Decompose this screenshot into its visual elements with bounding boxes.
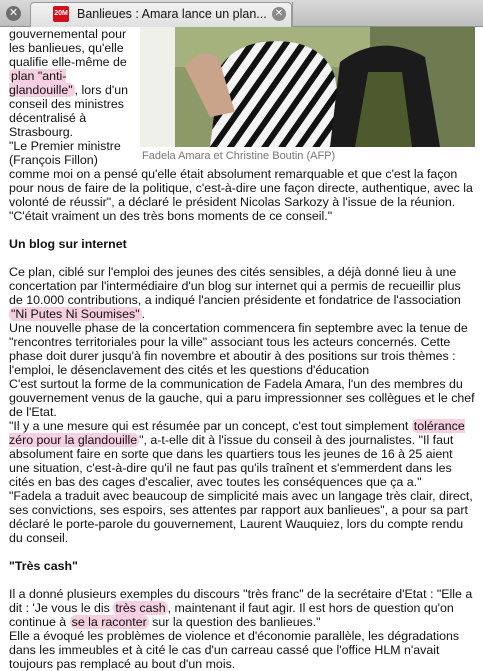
article-paragraph: C'est surtout la forme de la communication de Fadela Amara, l'un des membres du gouvernement venus de la gauche, qui a paru impressionner ses collègues et le chef de l'Etat.: [9, 377, 475, 419]
photo-illustration: [140, 27, 475, 147]
site-favicon-icon: 20M: [53, 6, 69, 22]
close-tab-icon[interactable]: ✕: [272, 7, 286, 21]
article-photo-block: [140, 27, 475, 163]
tab-title[interactable]: Banlieues : Amara lance un plan...: [77, 7, 267, 21]
section-heading: "Très cash": [9, 559, 78, 573]
section-heading: Un blog sur internet: [9, 237, 127, 251]
article-paragraph: "Fadela a traduit avec beaucoup de simplicité mais avec un langage très clair, direct, ses convictions, ses espoirs, ses attentes par rapport aux banlieues", a pour sa part déclaré le porte-parole du gouvernement, Laurent Wauquiez, lors du compte rendu du conseil.: [9, 489, 473, 545]
highlight: se la raconter: [71, 615, 147, 629]
tab-separator: [292, 2, 311, 27]
article-paragraph: "Il y a une mesure qui est résumée par un concept, c'est tout simplement tolérance zéro pour la glandouille ", a-t-elle dit à l'issue du conseil à des journalistes. "Il faut absolument faire en sorte que dans les quartiers tous les jeunes de 16 à 25 aient une situation, c'est-à-dire qu'il ne faut pas qu'ils traînent et s'emmerdent dans les cités en bas des cages d'escalier, avec toutes les conséquences que ça a.": [9, 419, 465, 489]
photo-caption: Fadela Amara et Christine Boutin (AFP): [142, 150, 336, 162]
article-paragraph: Ce plan, ciblé sur l'emploi des jeunes des cités sensibles, a déjà donné lieu à une concertation par l'intermédiaire d'un blog sur internet qui a permis de recueillir plus de 10.000 contributions, a indiqué l'ancien présidente et fondatrice de l'association "Ni Putes Ni Soumises" .: [9, 265, 461, 321]
highlight: tolérance zéro pour la glandouille: [9, 419, 465, 447]
highlight: "Ni Putes Ni Soumises": [11, 307, 140, 321]
article-content: [9, 27, 475, 671]
article-paragraph: Elle a évoqué les problèmes de violence et d'économie parallèle, les dégradations dans les immeubles et à cité le cas d'un carreau cassé que l'office HLM n'avait toujours pas remplacé au bout d'un mois.: [9, 629, 460, 671]
article-paragraph: Il a donné plusieurs exemples du discours "très franc" de la secrétaire d'Etat : "Elle a dit : 'Je vous le dis très cash , maintenant il faut agir. Il est hors de question qu'on continue à se la raconter sur la question des banlieues.": [9, 587, 473, 629]
highlight: plan "anti-glandouille": [9, 69, 73, 97]
close-tab-icon[interactable]: ✕: [6, 6, 21, 21]
article-intro: gouvernemental pour les banlieues, qu'elle qualifie elle-même de plan "anti-glandouille" , lors d'un conseil des ministres décentralisé à Strasbourg.: [9, 27, 128, 139]
article-paragraph: Une nouvelle phase de la concertation commencera fin septembre avec la tenue de "rencontres territoriales pour la ville" associant tous les acteurs concernés. Cette phase doit durer jusqu'à fin novembre et aboutir à des positions sur trois thèmes : l'emploi, le désenclavement des cités et les questions d'éducation: [9, 321, 468, 377]
article-photo: [140, 27, 475, 147]
article-paragraph: "Le Premier ministre (François Fillon) comme moi on a pensé qu'elle était absolument remarquable et que c'est la façon pour nous de faire de la politique, c'est-à-dire une façon directe, authentique, avec la volonté de réussir", a déclaré le président Nicolas Sarkozy à l'issue de la réunion. "C'était vraiment un des très bons moments de ce conseil.": [9, 139, 473, 223]
highlight: très cash: [115, 601, 166, 615]
